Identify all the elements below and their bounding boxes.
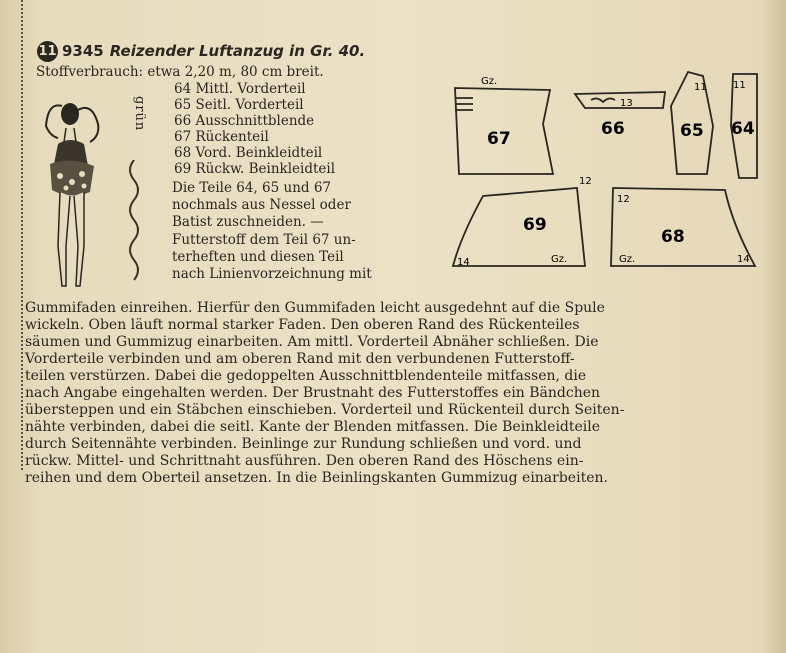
instruction-line: terheften und diesen Teil: [172, 249, 344, 265]
instruction-line: nochmals aus Nessel oder: [172, 197, 351, 213]
piece-68-size-label: Gz.: [619, 254, 636, 265]
wavy-line-decoration: [124, 160, 144, 290]
instruction-line: Futterstoff dem Teil 67 un-: [172, 232, 356, 248]
item-number-badge: 11: [37, 41, 58, 62]
piece-67-number: 67: [487, 129, 511, 149]
pattern-pieces-diagram: [445, 66, 786, 286]
piece-69-edge-marker: 14: [457, 257, 470, 268]
instruction-line: Batist zuschneiden. —: [172, 214, 324, 230]
pattern-name: Reizender Luftanzug in Gr. 40.: [109, 42, 366, 60]
parts-list-item: 64 Mittl. Vorderteil: [174, 81, 306, 97]
instruction-line: nach Linienvorzeichnung mit: [172, 266, 372, 282]
body-line: Gummifaden einreihen. Hierfür den Gummifaden leicht ausgedehnt auf die Spule: [25, 300, 605, 316]
body-line: teilen verstürzen. Dabei die gedoppelten Ausschnittblendenteile mitfassen, die: [25, 368, 587, 384]
body-line: durch Seitennähte verbinden. Beinlinge zur Rundung schließen und vord. und: [25, 436, 582, 452]
parts-list-item: 65 Seitl. Vorderteil: [174, 97, 304, 113]
piece-68-number: 68: [661, 227, 685, 247]
piece-66-marker: 13: [620, 98, 633, 109]
piece-65-marker: 11: [694, 82, 707, 93]
parts-list-item: 69 Rückw. Beinkleidteil: [174, 161, 336, 177]
parts-list-item: 66 Ausschnittblende: [174, 113, 315, 129]
piece-68-marker: 12: [617, 194, 630, 205]
body-line: wickeln. Oben läuft normal starker Faden. Den oberen Rand des Rückenteiles: [25, 317, 580, 333]
body-line: rückw. Mittel- und Schrittnaht ausführen. Den oberen Rand des Höschens ein-: [25, 453, 584, 469]
fabric-consumption: Stoffverbrauch: etwa 2,20 m, 80 cm breit.: [36, 64, 324, 80]
piece-68-edge-marker: 14: [737, 254, 750, 265]
body-line: reihen und dem Oberteil ansetzen. In die Beinlingskanten Gummizug einarbeiten.: [25, 470, 608, 486]
pattern-number: 9345: [62, 42, 104, 60]
parts-list-item: 68 Vord. Beinkleidteil: [174, 145, 323, 161]
piece-69-marker: 12: [579, 176, 592, 187]
body-line: nach Angabe eingehalten werden. Der Brustnaht des Futterstoffes ein Bändchen: [25, 385, 601, 401]
instruction-line: Die Teile 64, 65 und 67: [172, 180, 332, 196]
body-line: nähte verbinden, dabei die seitl. Kante der Blenden mitfassen. Die Beinkleidteile: [25, 419, 601, 435]
piece-69-number: 69: [523, 215, 547, 235]
body-line: übersteppen und ein Stäbchen einschieben. Vorderteil und Rückenteil durch Seiten-: [25, 402, 625, 418]
piece-64-number: 64: [731, 119, 755, 139]
body-line: Vorderteile verbinden und am oberen Rand mit den verbundenen Futterstoff-: [25, 351, 575, 367]
swimsuit-figure-illustration: [40, 96, 115, 296]
pattern-title: [62, 42, 365, 60]
piece-67-size-label: Gz.: [481, 76, 498, 87]
piece-65-number: 65: [680, 121, 704, 141]
piece-64-marker: 11: [733, 80, 746, 91]
dotted-cut-line: [21, 0, 23, 470]
piece-69-size-label: Gz.: [551, 254, 568, 265]
color-label: grün: [132, 96, 147, 132]
parts-list-item: 67 Rückenteil: [174, 129, 269, 145]
body-line: säumen und Gummizug einarbeiten. Am mittl. Vorderteil Abnäher schließen. Die: [25, 334, 599, 350]
piece-66-number: 66: [601, 119, 625, 139]
